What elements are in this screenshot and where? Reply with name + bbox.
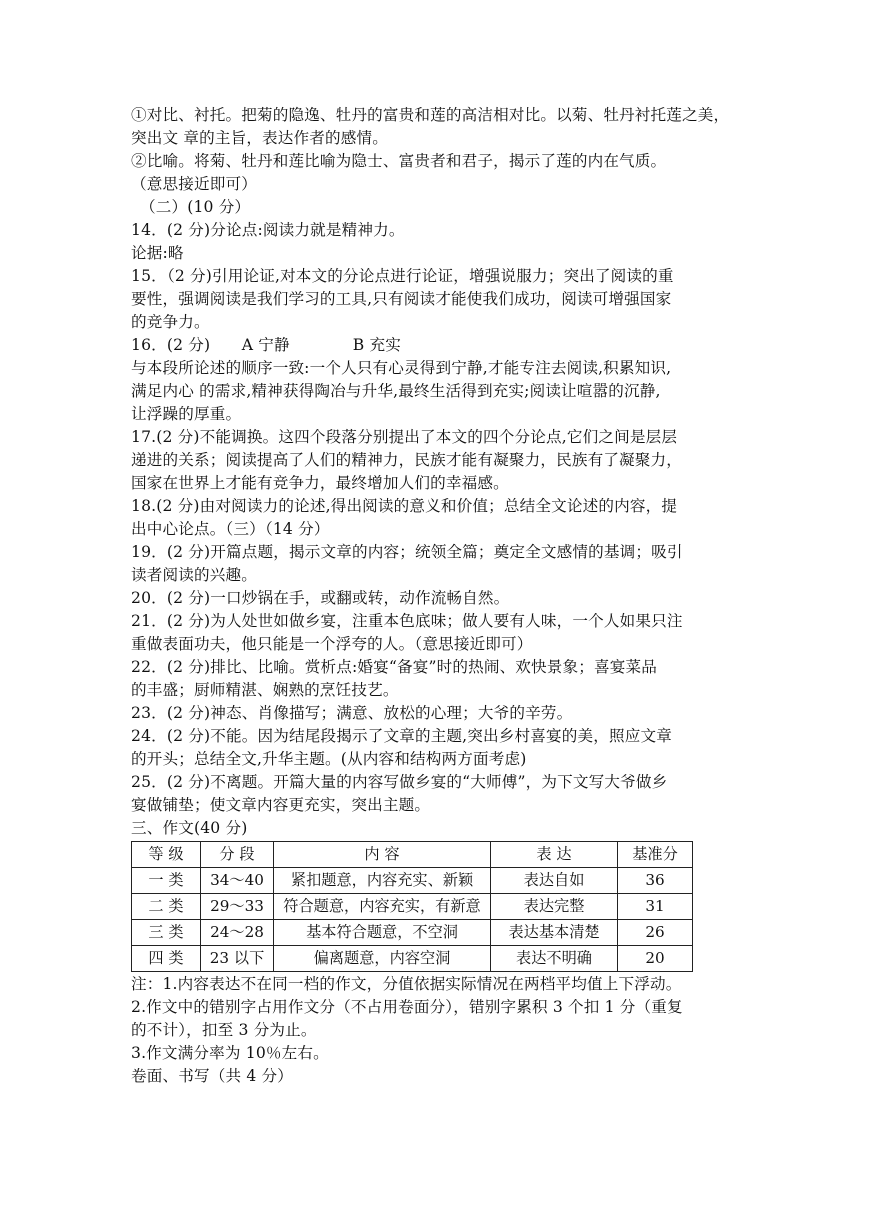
text-line: 24．(2 分)不能。因为结尾段揭示了文章的主题,突出乡村喜宴的美，照应文章 <box>131 727 672 745</box>
text-line: 20．(2 分)一口炒锅在手，或翻或转，动作流畅自然。 <box>131 589 510 607</box>
table-cell: 表达不明确 <box>491 946 618 972</box>
table-header-cell: 分 段 <box>201 842 274 868</box>
table-cell: 表达自如 <box>491 868 618 894</box>
table-row <box>132 868 693 894</box>
section-heading: （二）(10 分） <box>140 198 251 216</box>
note-line: 卷面、书写（共 4 分） <box>131 1067 293 1085</box>
table-cell: 一 类 <box>132 868 201 894</box>
table-cell: 26 <box>618 920 693 946</box>
table-cell: 基本符合题意，不空洞 <box>274 920 491 946</box>
text-line: 14．(2 分)分论点:阅读力就是精神力。 <box>131 221 405 239</box>
text-line: 让浮躁的厚重。 <box>131 405 242 423</box>
table-cell: 36 <box>618 868 693 894</box>
text-line: 突出文 章的主旨，表达作者的感情。 <box>131 129 389 147</box>
text-line: 读者阅读的兴趣。 <box>131 566 257 584</box>
table-cell: 20 <box>618 946 693 972</box>
text-line: 递进的关系；阅读提高了人们的精神力，民族才能有凝聚力，民族有了凝聚力， <box>131 451 683 469</box>
table-cell: 二 类 <box>132 894 201 920</box>
text-line: 21．(2 分)为人处世如做乡宴，注重本色底味；做人要有人味，一个人如果只注 <box>131 612 683 630</box>
grading-table <box>131 841 693 972</box>
table-row <box>132 946 693 972</box>
table-cell: 34～40 <box>201 868 274 894</box>
table-cell: 表达完整 <box>491 894 618 920</box>
text-line: （意思接近即可） <box>131 175 257 193</box>
text-line: ②比喻。将菊、牡丹和莲比喻为隐士、富贵者和君子，揭示了莲的内在气质。 <box>131 152 667 170</box>
text-line: 18.(2 分)由对阅读力的论述,得出阅读的意义和价值；总结全文论述的内容，提 <box>131 497 678 515</box>
text-line: 19．(2 分)开篇点题，揭示文章的内容；统领全篇；奠定全文感情的基调；吸引 <box>131 543 683 561</box>
note-line: 3.作文满分率为 10％左右。 <box>131 1044 329 1062</box>
answer-key-content <box>131 104 741 1088</box>
table-header-row <box>132 842 693 868</box>
table-header-cell: 表 达 <box>491 842 618 868</box>
table-cell: 24～28 <box>201 920 274 946</box>
text-line: 重做表面功夫，他只能是一个浮夸的人。（意思接近即可） <box>131 635 533 653</box>
table-cell: 符合题意，内容充实，有新意 <box>274 894 491 920</box>
section-heading: 三、作文(40 分) <box>131 819 248 837</box>
text-line: 17.(2 分)不能调换。这四个段落分别提出了本文的四个分论点,它们之间是层层 <box>131 428 678 446</box>
text-line: 与本段所论述的顺序一致:一个人只有心灵得到宁静,才能专注去阅读,积累知识, <box>131 359 672 377</box>
table-cell: 紧扣题意，内容充实、新颖 <box>274 868 491 894</box>
table-header-cell: 基准分 <box>618 842 693 868</box>
text-line: 满足内心 的需求,精神获得陶冶与升华,最终生活得到充实;阅读让喧嚣的沉静, <box>131 382 661 400</box>
text-line: 25．(2 分)不离题。开篇大量的内容写做乡宴的“大师傅”，为下文写大爷做乡 <box>131 773 668 791</box>
table-header-cell: 等 级 <box>132 842 201 868</box>
note-line: 注：1.内容表达不在同一档的作文，分值依据实际情况在两档平均值上下浮动。 <box>131 975 682 993</box>
table-row <box>132 920 693 946</box>
table-cell: 四 类 <box>132 946 201 972</box>
text-line: 的开头；总结全文,升华主题。(从内容和结构两方面考虑) <box>131 750 527 768</box>
note-line: 的不计），扣至 3 分为止。 <box>131 1021 317 1039</box>
text-line: 16．(2 分) A 宁静 B 充实 <box>131 336 401 354</box>
table-cell: 偏离题意，内容空洞 <box>274 946 491 972</box>
note-line: 2.作文中的错别字占用作文分（不占用卷面分），错别字累积 3 个扣 1 分（重复 <box>131 998 683 1016</box>
table-cell: 三 类 <box>132 920 201 946</box>
text-line: 的竞争力。 <box>131 313 210 331</box>
text-line: 论据:略 <box>131 244 184 262</box>
text-line: 出中心论点。（三）（14 分） <box>131 520 330 538</box>
text-line: ①对比、衬托。把菊的隐逸、牡丹的富贵和莲的高洁相对比。以菊、牡丹衬托莲之美， <box>131 106 730 124</box>
text-line: 23．(2 分)神态、肖像描写；满意、放松的心理；大爷的辛劳。 <box>131 704 573 722</box>
text-line: 22．(2 分)排比、比喻。赏析点:婚宴“备宴”时的热闹、欢快景象；喜宴菜品 <box>131 658 658 676</box>
text-line: 宴做铺垫；使文章内容更充实，突出主题。 <box>131 796 431 814</box>
text-line: 要性，强调阅读是我们学习的工具,只有阅读才能使我们成功，阅读可增强国家 <box>131 290 672 308</box>
table-row <box>132 894 693 920</box>
text-line: 国家在世界上才能有竞争力，最终增加人们的幸福感。 <box>131 474 509 492</box>
text-line: 15．（2 分)引用论证,对本文的分论点进行论证，增强说服力；突出了阅读的重 <box>131 267 674 285</box>
table-header-cell: 内 容 <box>274 842 491 868</box>
text-line: 的丰盛；厨师精湛、娴熟的烹饪技艺。 <box>131 681 399 699</box>
table-cell: 31 <box>618 894 693 920</box>
table-cell: 29～33 <box>201 894 274 920</box>
table-cell: 表达基本清楚 <box>491 920 618 946</box>
table-cell: 23 以下 <box>201 946 274 972</box>
